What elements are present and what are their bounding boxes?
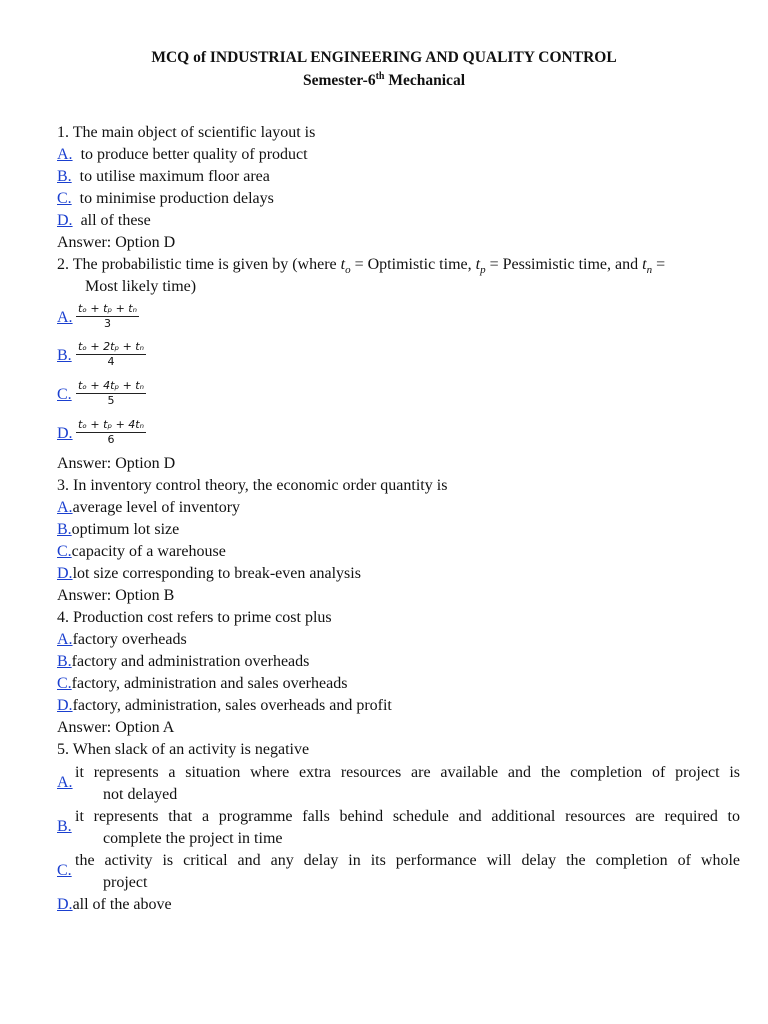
q4-answer: Answer: Option A	[57, 719, 175, 736]
q3-option-d	[57, 564, 361, 584]
document-title: MCQ of INDUSTRIAL ENGINEERING AND QUALITY CONTROL	[151, 49, 617, 66]
option-text: optimum lot size	[71, 521, 180, 538]
option-text: all of these	[80, 212, 151, 229]
option-link[interactable]: A.	[57, 631, 73, 648]
option-link[interactable]: D.	[57, 212, 73, 229]
q1-answer: Answer: Option D	[57, 234, 176, 251]
q2-sub: p	[480, 264, 486, 277]
formula-numerator: tₒ + tₚ + tₙ	[78, 302, 138, 315]
option-text: factory, administration and sales overheads	[71, 675, 348, 692]
question-4: 4. Production cost refers to prime cost plus	[57, 609, 332, 626]
formula-numerator: tₒ + tₚ + 4tₙ	[78, 418, 145, 431]
q2-option-b-formula	[76, 340, 146, 369]
q5-option-c-text-cont: project	[103, 874, 148, 891]
q5-option-b-text: it represents that a programme falls behind schedule and additional resources are required to	[75, 808, 740, 825]
option-text: to utilise maximum floor area	[79, 168, 270, 185]
q1-option-d	[57, 211, 151, 231]
option-link[interactable]: D.	[57, 565, 73, 582]
option-link[interactable]: A.	[57, 499, 73, 516]
q4-option-c	[57, 674, 347, 694]
q2-text: 2. The probabilistic time is given by (where	[57, 256, 341, 273]
option-text: factory, administration, sales overheads and profit	[72, 697, 392, 714]
q5-option-d	[57, 895, 172, 915]
q2-text: =	[652, 256, 666, 273]
option-link[interactable]: A.	[57, 146, 73, 163]
option-link[interactable]: A.	[57, 774, 73, 791]
q2-text: = Optimistic time,	[350, 256, 476, 273]
option-link[interactable]: A.	[57, 309, 73, 326]
option-link[interactable]: B.	[57, 521, 72, 538]
option-link[interactable]: C.	[57, 190, 72, 207]
q2-option-a-formula	[76, 302, 139, 331]
q2-answer: Answer: Option D	[57, 455, 176, 472]
option-text: average level of inventory	[72, 499, 241, 516]
option-link[interactable]: D.	[57, 697, 73, 714]
subtitle-text: Semester-6	[303, 72, 376, 90]
document-subtitle	[0, 71, 768, 90]
q5-option-a-text: it represents a situation where extra resources are available and the completion of project is	[75, 764, 740, 781]
q2-var: t	[475, 256, 481, 273]
q4-option-a	[57, 630, 187, 650]
q3-answer: Answer: Option B	[57, 587, 175, 604]
option-text: to minimise production delays	[79, 190, 274, 207]
q2-option-a	[57, 308, 73, 328]
option-text: lot size corresponding to break-even analysis	[72, 565, 361, 582]
q4-option-b	[57, 652, 309, 672]
subtitle-text-end: Mechanical	[384, 72, 465, 90]
q2-sub: o	[345, 264, 351, 277]
q1-option-b	[57, 167, 270, 187]
q2-option-d	[57, 424, 73, 444]
q2-option-c	[57, 385, 72, 405]
option-link[interactable]: B.	[57, 818, 72, 835]
q5-option-b-letter	[57, 817, 72, 837]
formula-denominator: 6	[107, 433, 115, 446]
q2-sub: n	[646, 264, 653, 277]
q3-option-c	[57, 542, 226, 562]
question-1: 1. The main object of scientific layout is	[57, 124, 316, 141]
option-link[interactable]: B.	[57, 347, 72, 364]
formula-denominator: 5	[107, 394, 115, 407]
q3-option-b	[57, 520, 179, 540]
formula-numerator: tₒ + 4tₚ + tₙ	[78, 379, 145, 392]
q4-option-d	[57, 696, 392, 716]
q3-option-a	[57, 498, 240, 518]
q1-option-a	[57, 145, 308, 165]
q5-option-c-letter	[57, 861, 72, 881]
q2-var: t	[340, 256, 346, 273]
q2-var: t	[642, 256, 647, 273]
formula-numerator: tₒ + 2tₚ + tₙ	[78, 340, 145, 353]
option-link[interactable]: C.	[57, 543, 72, 560]
option-link[interactable]: B.	[57, 168, 72, 185]
option-text: factory overheads	[72, 631, 187, 648]
q5-option-b-text-cont: complete the project in time	[103, 830, 283, 847]
option-link[interactable]: C.	[57, 862, 72, 879]
subtitle-superscript: th	[375, 71, 385, 82]
option-text: all of the above	[72, 896, 172, 913]
q1-option-c	[57, 189, 274, 209]
formula-denominator: 3	[104, 317, 111, 330]
question-2-cont: Most likely time)	[85, 278, 197, 295]
question-5: 5. When slack of an activity is negative	[57, 741, 310, 758]
option-link[interactable]: D.	[57, 425, 73, 442]
option-link[interactable]: B.	[57, 653, 72, 670]
q2-option-d-formula	[76, 418, 146, 447]
option-text: factory and administration overheads	[71, 653, 310, 670]
question-3: 3. In inventory control theory, the economic order quantity is	[57, 477, 448, 494]
q2-text: = Pessimistic time, and	[485, 256, 643, 273]
option-text: capacity of a warehouse	[71, 543, 226, 560]
q2-option-b	[57, 346, 72, 366]
formula-denominator: 4	[107, 355, 115, 368]
q5-option-a-text-cont: not delayed	[103, 786, 178, 803]
q5-option-c-text: the activity is critical and any delay in its performance will delay the completion of whole	[75, 852, 740, 869]
option-link[interactable]: C.	[57, 386, 72, 403]
q5-option-a-letter	[57, 773, 73, 793]
option-text: to produce better quality of product	[80, 146, 308, 163]
q2-option-c-formula	[76, 379, 146, 408]
option-link[interactable]: D.	[57, 896, 73, 913]
option-link[interactable]: C.	[57, 675, 72, 692]
